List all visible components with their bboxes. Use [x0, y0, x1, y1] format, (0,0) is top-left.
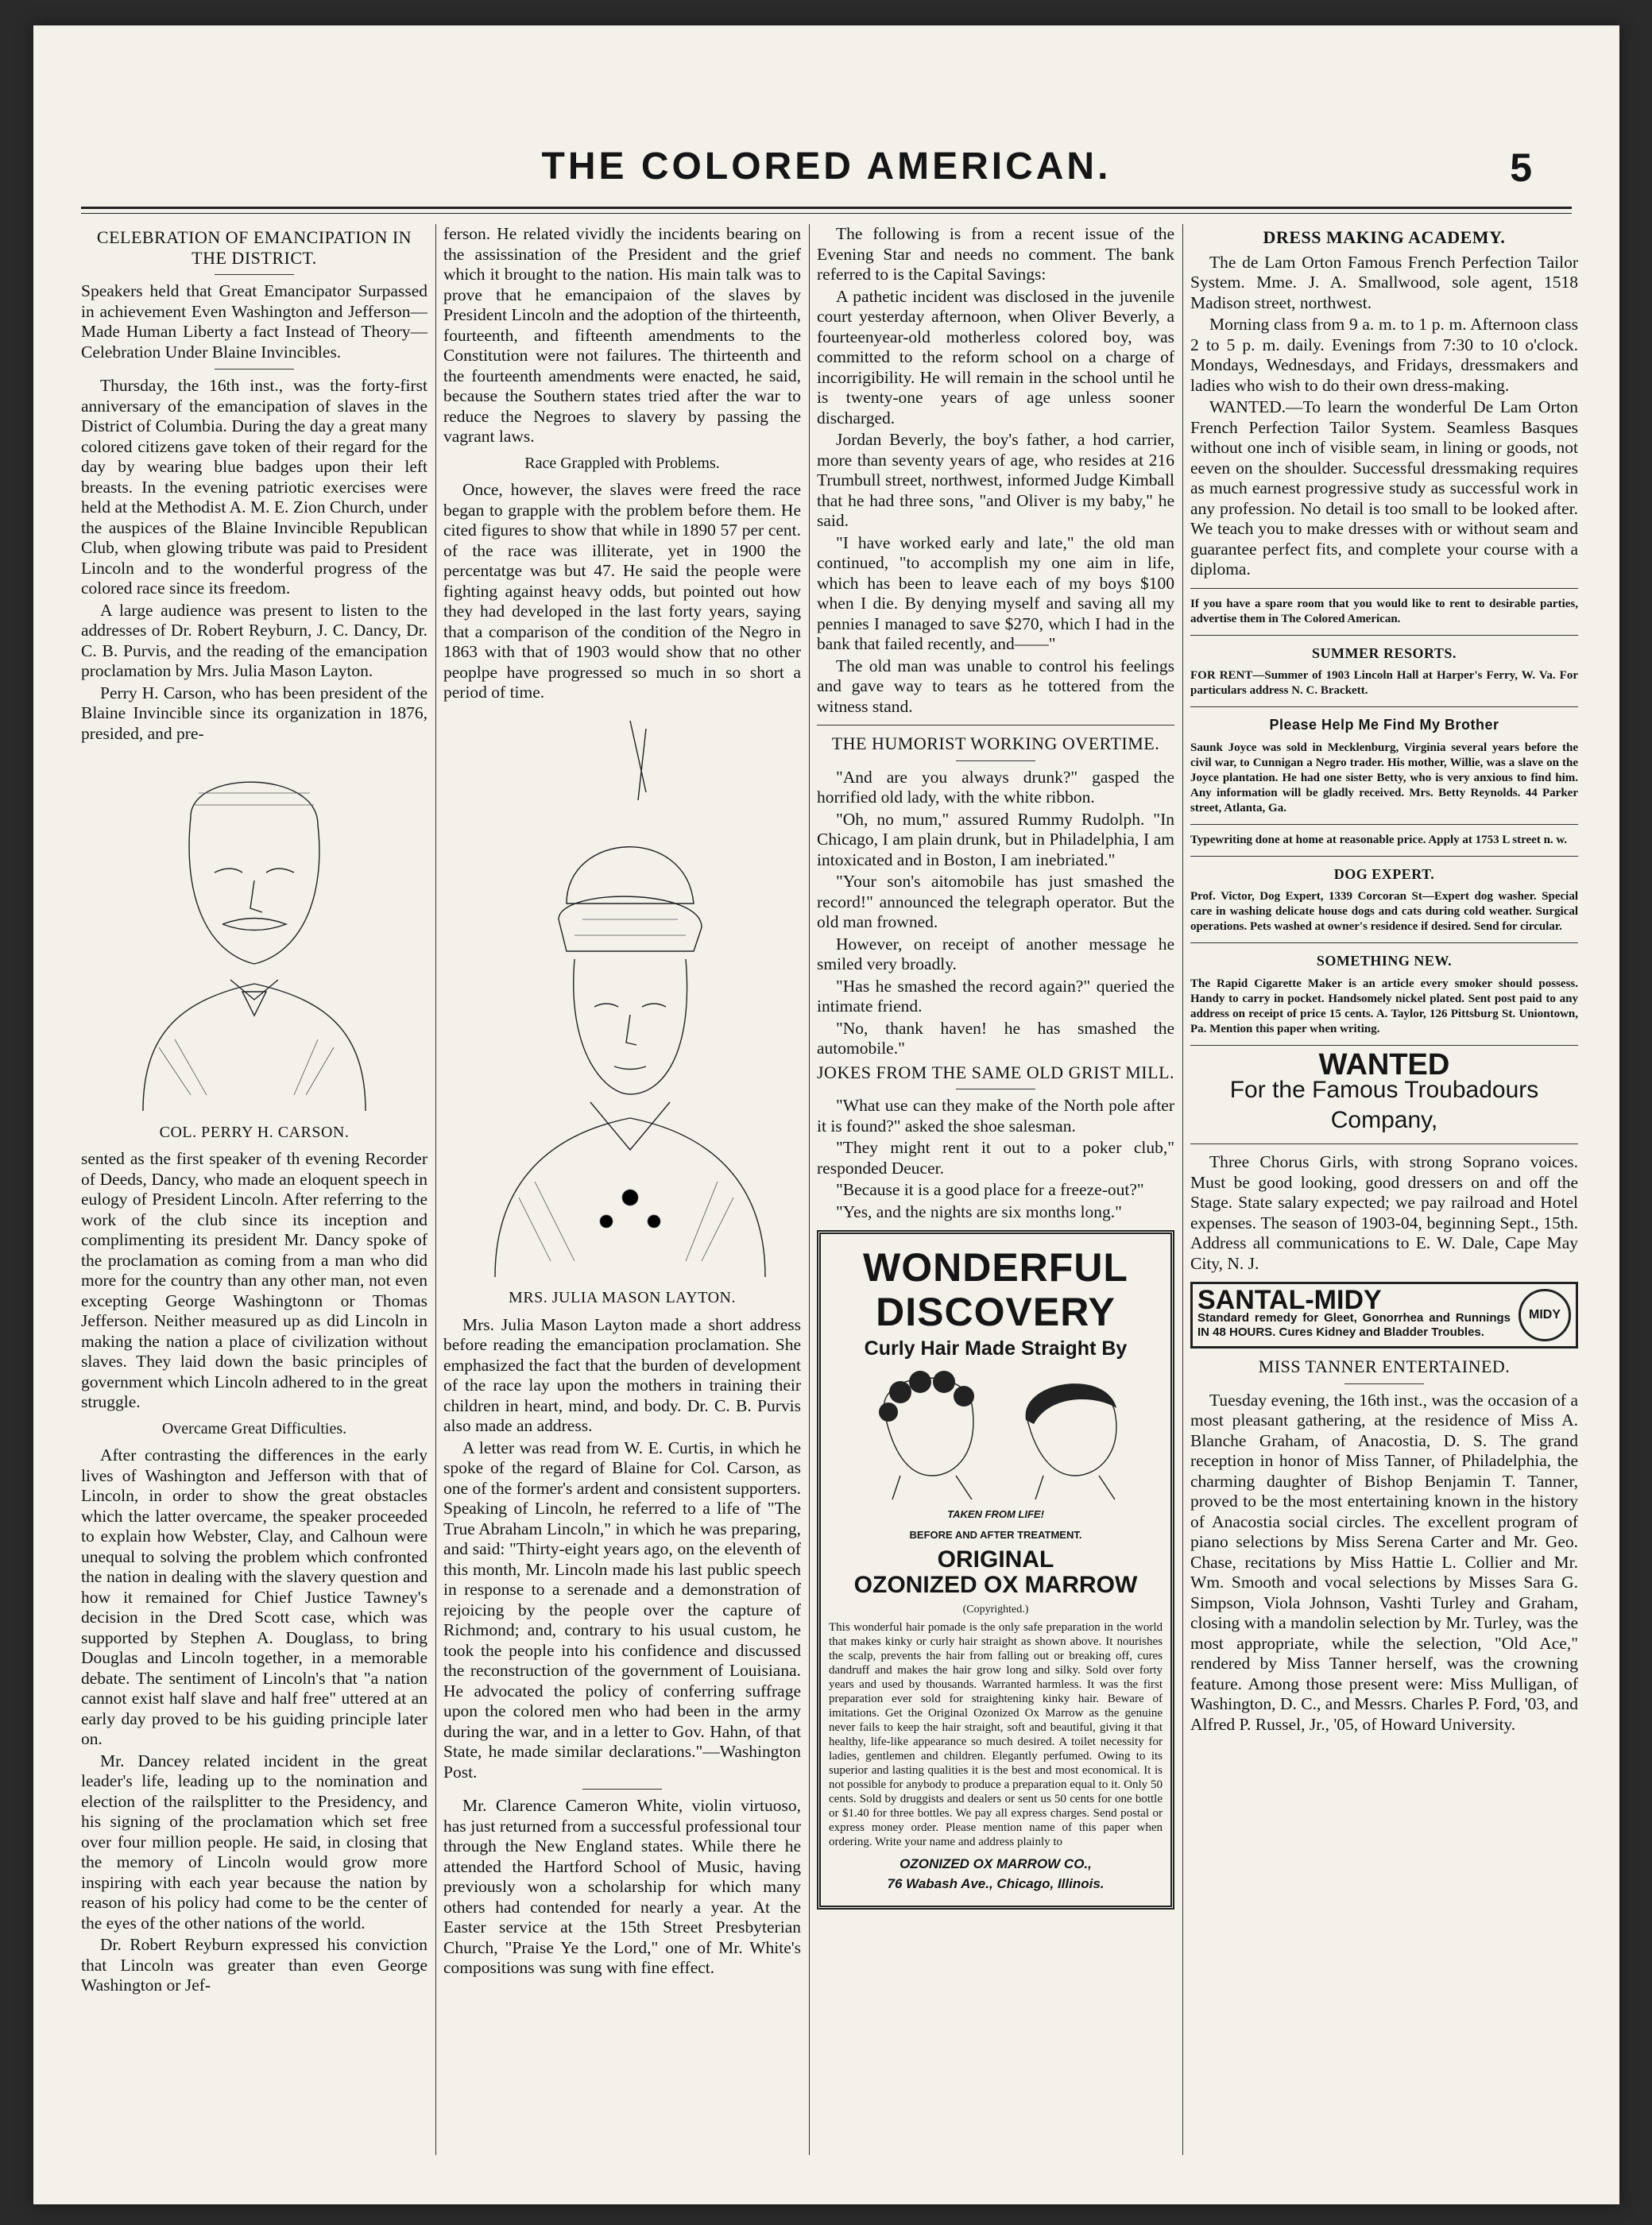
paragraph: A letter was read from W. E. Curtis, in which he spoke of the regard of Blaine for Col. Carson, as one of the former's ardent and consistent supporters. Speaking of Lincoln, he referred to a life of "The True Abraham Lincoln," in which he was preparing, and said: "Thirty-eight years ago, on the eleventh of this month, Mr. Lincoln made his last public speech in response to a serenade and a demonstration of rejoicing by the people over the capture of Richmond; and, contrary to his usual custom, he took the people into his confidence and discussed the reconstruction of the government of Louisiana. He advocated the policy of conferring suffrage upon the colored men who had been in the army during the war, and in a letter to Gov. Hahn, of that State, he made similar declarations."—Washington Post. — [443, 1438, 801, 1782]
newspaper-page — [33, 25, 1619, 2204]
divider — [215, 274, 294, 275]
paragraph: "And are you always drunk?" gasped the horrified old lady, with the white ribbon. — [817, 767, 1174, 807]
paragraph: Three Chorus Girls, with strong Soprano voices. Must be good looking, good dressers on and off the Stage. State salary expected; we pay railroad and Hotel expenses. The season of 1903-04, beginning Sept., 15th. Address all communications to E. W. Dale, Cape May City, N. J. — [1190, 1152, 1578, 1273]
ad-address: 76 Wabash Ave., Chicago, Illinois. — [887, 1876, 1105, 1891]
paragraph: "Your son's aitomobile has just smashed the record!" announced the telegraph operator. But the old man frowned. — [817, 872, 1174, 931]
portrait-carson — [81, 745, 428, 1116]
column-divider — [435, 224, 436, 2155]
divider — [1190, 1045, 1578, 1046]
ad-product-name: ORIGINAL — [937, 1546, 1054, 1573]
classified-ad: Prof. Victor, Dog Expert, 1339 Corcoran St—Expert dog washer. Special care in washing delicate house dogs and cats during cold weather. Surgical operations. Pets washed at owner's residence if desired. Send for circular. — [1190, 890, 1578, 933]
paragraph: ferson. He related vividly the incidents bearing on the assissination of the President and the grief which it brought to the nation. His main talk was to prove that he emancipaion of the slaves by President Lincoln and the adoption of the thirteenth, fourteenth, and fifteenth amendments to the Constitution were not failures. The thirteenth and the fourteenth amendments were enacted, he said, because the Southern states tried after the war to reduce the Negroes to slavery by passing the vagrant laws. — [443, 224, 801, 446]
column-divider — [809, 224, 810, 2155]
carson-engraving — [95, 745, 413, 1111]
column-divider — [1182, 224, 1183, 2155]
column-3 — [817, 224, 1174, 2155]
ad-headline: DRESS MAKING ACADEMY. — [1263, 227, 1506, 247]
paragraph: Mr. Dancey related incident in the great leader's life, leading up to the nomination and election of the railsplitter to the Presidency, and his signing of the proclamation which set free over four million people. He said, in closing that the memory of Lincoln would grow more inspiring with each year because the nation by reason of his policy had come to be the center of the eyes of the other nations of the world. — [81, 1751, 428, 1933]
classified-ad: The Rapid Cigarette Maker is an article every smoker should possess. Handy to carry in pocket. Handsomely nickel plated. Sent post paid to any address on receipt of price 15 cents. A. Taylor, 126 Pittsburg St. Uniontown, Pa. Mention this paper when writing. — [1190, 977, 1578, 1035]
divider — [1190, 856, 1578, 857]
divider — [1344, 1383, 1424, 1384]
ad-image-caption: TAKEN FROM LIFE! — [947, 1508, 1044, 1520]
paragraph: The de Lam Orton Famous French Perfection Tailor System. Mme. J. A. Smallwood, sole agent, 1518 Madison street, northwest. — [1190, 252, 1578, 312]
article-headline: CELEBRATION OF EMANCIPATION IN THE DISTRICT. — [96, 227, 412, 268]
article-headline: MISS TANNER ENTERTAINED. — [1258, 1356, 1511, 1376]
paragraph: "Because it is a good place for a freeze-out?" — [836, 1180, 1144, 1199]
classified-ad: If you have a spare room that you would like to rent to desirable parties, advertise them in The Colored American. — [1190, 597, 1578, 625]
paragraph: Perry H. Carson, who has been president of the Blaine Invincible since its organization in 1876, presided, and pre- — [81, 683, 428, 743]
paragraph: However, on receipt of another message he smiled very broadly. — [817, 934, 1174, 973]
paragraph: Dr. Robert Reyburn expressed his conviction that Lincoln was greater than even George Washington or Jef- — [81, 1935, 428, 1995]
page-header — [81, 145, 1572, 232]
portrait-caption: MRS. JULIA MASON LAYTON. — [509, 1289, 736, 1306]
ad-headline: DISCOVERY — [876, 1290, 1116, 1334]
paragraph: Thursday, the 16th inst., was the forty-first anniversary of the emancipation of slaves in the District of Columbia. During the day a great many colored citizens gave token of their regard for the day by wearing blue badges upon their left breasts. In the evening patriotic exercises were held at the Methodist A. M. E. Zion Church, under the auspices of the Blaine Invincible Republican Club, when glowing tribute was paid to President Lincoln and to the wonderful progress of the colored race since its freedom. — [81, 376, 428, 598]
divider — [817, 725, 1174, 726]
section-heading: SUMMER RESORTS. — [1312, 644, 1457, 661]
ad-copyright: (Copyrighted.) — [962, 1604, 1029, 1616]
ad-tagline: Curly Hair Made Straight By — [864, 1337, 1128, 1360]
paragraph: "I have worked early and late," the old man continued, "to accomplish my one aim in life, which has been to leave each of my boys $100 when I die. By denying myself and saving all my pennies I managed to save $270, which I had in the bank that failed recently, and——" — [817, 532, 1174, 653]
section-heading: Please Help Me Find My Brother — [1269, 717, 1499, 733]
divider — [956, 760, 1035, 761]
paragraph: Mrs. Julia Mason Layton made a short address before reading the emancipation proclamation. She emphasized the fact that the burden of development of the race lay upon the mothers in training their children in heart, mind, and body. Dr. C. B. Purvis also made an address. — [443, 1314, 801, 1435]
paragraph: "What use can they make of the North pole after it is found?" asked the shoe salesman. — [817, 1096, 1174, 1136]
divider — [1190, 588, 1578, 589]
divider — [1190, 942, 1578, 943]
paragraph: sented as the first speaker of th evening Recorder of Deeds, Dancy, who made an eloquent speech in eulogy of President Lincoln. After referring to the work of the club since its inception and complimenting its president Mr. Dancy spoke of the proclamation as coming from a man who did more for the country than any other man, not even excepting George Washingtonn or Thomas Jefferson. Neither measured up as did Lincoln in making the nation a place of civilization without slaves. They laid down the basic principles of government which Lincoln adhered to in the great struggle. — [81, 1149, 428, 1411]
column-2 — [443, 224, 801, 2155]
classified-ad: Saunk Joyce was sold in Mecklenburg, Virginia several years before the civil war, to Cunnigan a Negro trader. His mother, Willie, was a slave on the Joyce plantation. He had one sister Betty, who is very anxious to find him. Any information will be gladly received. Mrs. Betty Reynolds. 44 Parker street, Atlanta, Ga. — [1190, 741, 1578, 815]
before-after-illustration — [845, 1364, 1147, 1499]
column-4 — [1190, 224, 1578, 2155]
divider — [1190, 635, 1578, 636]
subheading: Race Grappled with Problems. — [524, 454, 720, 472]
classified-ad: Typewriting done at home at reasonable price. Apply at 1753 L street n. w. — [1190, 833, 1568, 846]
paragraph: Once, however, the slaves were freed the race began to grapple with the problem before them. He cited figures to show that while in 1890 57 per cent. of the race was illiterate, yet in 1900 the percentatge was but 47. He said the people were fighting against heavy odds, but pointed out how they had developed in the last forty years, saying that a comparison of the condition of the Negro in 1863 with that of 1903 would show that no other peoplpe have progressed so much in so short a period of time. — [443, 480, 801, 702]
ad-headline: WONDERFUL — [863, 1245, 1128, 1290]
portrait-caption: COL. PERRY H. CARSON. — [159, 1123, 350, 1141]
divider — [1190, 1143, 1578, 1144]
paragraph: "Has he smashed the record again?" queried the intimate friend. — [817, 976, 1174, 1016]
header-rule — [81, 207, 1572, 214]
paragraph: "They might rent it out to a poker club," responded Deucer. — [817, 1138, 1174, 1178]
column-1 — [81, 224, 428, 2155]
santal-title: SANTAL-MIDY — [1197, 1285, 1382, 1316]
ad-body: This wonderful hair pomade is the only safe preparation in the world that makes kinky or curly hair straight as shown above. It nourishes the scalp, prevents the hair from falling out or breaking off, cures dandruff and makes the hair grow long and silky. Sold over forty years and used by thousands. Warranted harmless. It was the first preparation ever sold for straightening kinky hair. Beware of imitations. Get the Original Ozonized Ox Marrow as the genuine never fails to keep the hair straight, soft and beautiful, giving it that healthy, life-like appearance so much desired. A toilet necessity for ladies, gentlemen and children. Elegantly perfumed. Owing to its superior and lasting qualities it is the best and most economical. It is not possible for anybody to produce a preparation equal to it. Only 50 cents. Sold by druggists and dealers or sent us 50 cents for one bottle or $1.40 for three bottles. We pay all express charges. Send postal or express money order. Please mention name of this paper when ordering. Write your name and address plainly to — [829, 1620, 1163, 1848]
paragraph: Jordan Beverly, the boy's father, a hod carrier, more than seventy years of age, who resides at 216 Trumbull street, northwest, informed Judge Kimball that he had three sons, "and Oliver is my baby," he said. — [817, 430, 1174, 530]
santal-midy-advertisement — [1190, 1282, 1578, 1349]
paragraph: "Yes, and the nights are six months long." — [836, 1202, 1122, 1221]
paragraph: "Oh, no mum," assured Rummy Rudolph. "In Chicago, I am plain drunk, but in Philadelphia, I am intoxicated and in Boston, I am inebriated." — [817, 809, 1174, 869]
article-headline: THE HUMORIST WORKING OVERTIME. — [831, 733, 1160, 753]
masthead: THE COLORED AMERICAN. — [541, 145, 1112, 188]
paragraph: The old man was unable to control his feelings and gave way to tears as he tottered from the witness stand. — [817, 656, 1174, 716]
ad-company: OZONIZED OX MARROW CO., — [900, 1855, 1092, 1871]
paragraph: "No, thank haven! he has smashed the automobile." — [817, 1018, 1174, 1058]
page-number: 5 — [1510, 145, 1532, 190]
wanted-headline: WANTED — [1318, 1047, 1450, 1082]
section-heading: SOMETHING NEW. — [1316, 953, 1453, 969]
article-headline: JOKES FROM THE SAME OLD GRIST MILL. — [817, 1062, 1174, 1082]
paragraph: Morning class from 9 a. m. to 1 p. m. Afternoon class 2 to 5 p. m. daily. Evenings from 7:30 to 10 o'clock. Mondays, Wednesdays, and Fridays, dressmakers and ladies who wish to do their own dress-making. — [1190, 315, 1578, 395]
midy-badge: MIDY — [1519, 1289, 1571, 1341]
ad-product-name: OZONIZED OX MARROW — [853, 1571, 1138, 1598]
paragraph: The following is from a recent issue of the Evening Star and needs no comment. The bank referred to is the Capital Savings: — [817, 224, 1174, 284]
wanted-subheadline: For the Famous Troubadours Company, — [1229, 1077, 1539, 1133]
divider — [1190, 706, 1578, 707]
divider — [582, 1789, 662, 1790]
classified-ad: FOR RENT—Summer of 1903 Lincoln Hall at Harper's Ferry, W. Va. For particulars address N. C. Brackett. — [1190, 669, 1578, 697]
ad-image-caption: BEFORE AND AFTER TREATMENT. — [909, 1528, 1082, 1541]
layton-engraving — [447, 705, 797, 1277]
article-summary: Speakers held that Great Emancipator Surpassed in achievement Even Washington and Jefferson—Made Human Liberty a fact Instead of Theory—Celebration Under Blaine Invincibles. — [81, 281, 428, 362]
paragraph: After contrasting the differences in the early lives of Washington and Jefferson with that of Lincoln, in order to show the great obstacles which the latter overcame, the speaker proceeded to explain how Webster, Clay, and Calhoun were unequal to solving the problem which confronted the nation in dealing with the slavery question and how it remained for Chief Justice Tawney's decision in the Dred Scott case, which was supported by Stephen A. Douglass, to bring Douglas and Lincoln together, in a memorable debate. The sentiment of Lincoln's that "a nation cannot exist half slave and half free" uttered at an early day proved to be his guiding principle later on. — [81, 1445, 428, 1748]
divider — [215, 369, 294, 370]
santal-body: Standard remedy for Gleet, Gonorrhea and Runnings IN 48 HOURS. Cures Kidney and Bladder Troubles. — [1197, 1310, 1511, 1339]
subheading: Overcame Great Difficulties. — [161, 1419, 347, 1438]
portrait-layton — [443, 705, 801, 1283]
paragraph: A large audience was present to listen to the addresses of Dr. Robert Reyburn, J. C. Dancy, Dr. C. B. Purvis, and the reading of the emancipation proclamation by Mrs. Julia Mason Layton. — [81, 600, 428, 680]
divider — [1190, 824, 1578, 825]
hair-pomade-advertisement — [817, 1230, 1174, 1910]
paragraph: WANTED.—To learn the wonderful De Lam Orton French Perfection Tailor System. Seamless Basques without one inch of visible seam, in lining or goods, not eeven on the shoulder. Successful dressmaking requires as much earnest progressive study as successful work in any profession. No detail is too small to be looked after. We teach you to make dresses with or without seam and guarantee perfect fits, and complete your course with a diploma. — [1190, 397, 1578, 578]
paragraph: Mr. Clarence Cameron White, violin virtuoso, has just returned from a successful professional tour through the New England states. While there he attended the Hartford School of Music, having previously won a scholarship for which many others had contended for nearly a year. At the Easter service at the 15th Street Presbyterian Church, "Praise Ye the Lord," one of Mr. White's compositions was sung with fine effect. — [443, 1796, 801, 1977]
paragraph: Tuesday evening, the 16th inst., was the occasion of a most pleasant gathering, at the residence of Miss A. Blanche Graham, of Anacostia, D. S. The grand reception in honor of Miss Tanner, of Philadelphia, the charming daughter of Bishop Benjamin T. Tanner, proved to be the most entertaining known in the history of Anacostia social circles. The excellent program of piano selections by Miss Serena Carter and Mr. Geo. Chase, recitations by Miss Hattie L. Collier and Mr. Wm. Smooth and vocal selections by Misses Sara G. Simpson, Viola Johnson, Vashti Turley and Graham, closing with a mandolin selection by Mr. Turley, was the most appropriate, while the selection, "Old Ace," rendered by Miss Tanner herself, was the crowning feature. Among those present were: Miss Mulligan, of Washington, D. C., and Messrs. Charles P. Ford, '03, and Alfred P. Russel, Jr., '05, of Howard University. — [1190, 1390, 1578, 1734]
paragraph: A pathetic incident was disclosed in the juvenile court yesterday afternoon, when Oliver Beverly, a fourteenyear-old motherless colored boy, was committed to the reform school on a charge of incorrigibility. He will remain in the school until he is twenty-one years of age unless sooner discharged. — [817, 286, 1174, 428]
section-heading: DOG EXPERT. — [1333, 865, 1435, 882]
